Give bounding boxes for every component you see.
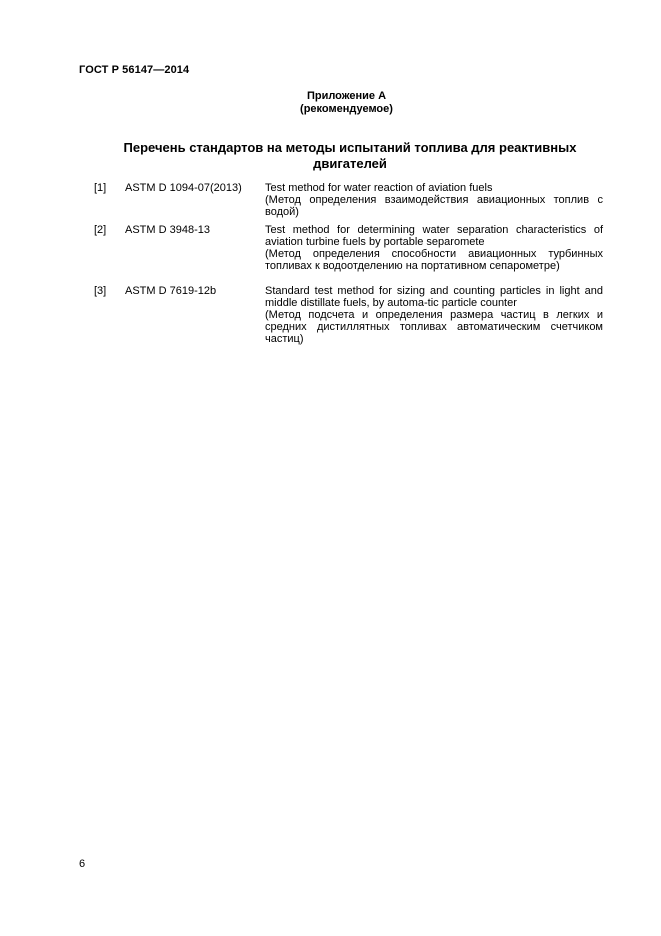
reference-number: [1]: [94, 182, 107, 194]
annex-title: Приложение А: [306, 90, 387, 102]
reference-title-en: Standard test method for sizing and counting particles in light and middle distillate fuels, by automa-tic particle counter: [265, 285, 603, 309]
annex-heading: [0, 90, 661, 116]
reference-description: [265, 285, 603, 345]
reference-title-ru: (Метод определения способности авиационных турбинных топливах к водоотделению на портативном сепарометре): [265, 248, 603, 272]
reference-code: ASTM D 1094-07(2013): [125, 182, 242, 194]
reference-number: [2]: [94, 224, 107, 236]
reference-title-ru: (Метод определения взаимодействия авиационных топлив с водой): [265, 194, 603, 218]
reference-title-en: Test method for determining water separation characteristics of aviation turbine fuels by portable separomete: [265, 224, 603, 248]
annex-status: (рекомендуемое): [300, 103, 393, 115]
page-number: 6: [79, 858, 86, 870]
reference-number: [3]: [94, 285, 107, 297]
document-header: ГОСТ Р 56147—2014: [79, 64, 190, 76]
reference-code: ASTM D 3948-13: [125, 224, 210, 236]
reference-description: [265, 224, 603, 272]
reference-code: ASTM D 7619-12b: [125, 285, 217, 297]
reference-title-en: Test method for water reaction of aviation fuels: [265, 182, 493, 194]
reference-title-ru: (Метод подсчета и определения размера частиц в легких и средних дистиллятных топливах автоматическим счетчиком частиц): [265, 309, 603, 345]
reference-description: [265, 182, 603, 218]
list-title: Перечень стандартов на методы испытаний топлива для реактивных двигателей: [123, 140, 577, 171]
